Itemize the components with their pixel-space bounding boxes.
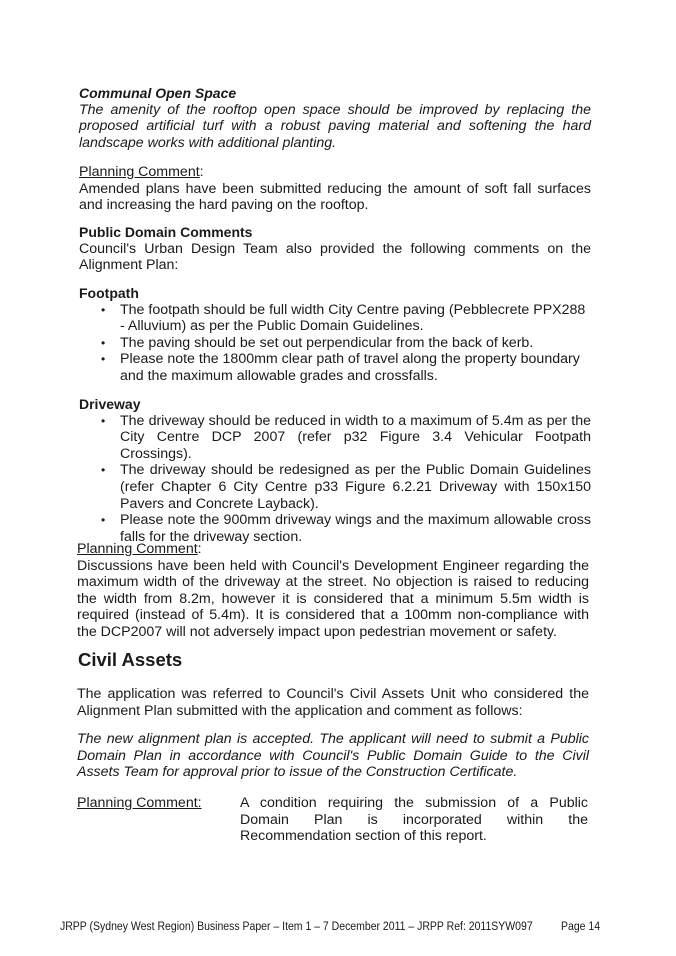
list-item: • The driveway should be reduced in width to a maximum of 5.4m as per the City Centre DCP 2007 (refer p32 Figure 3.4 Vehicular Footpath Crossings). bbox=[101, 412, 591, 462]
footer-reference: JRPP (Sydney West Region) Business Paper – Item 1 – 7 December 2011 – JRPP Ref: 2011SYW097 bbox=[60, 919, 533, 933]
public-domain-heading: Public Domain Comments bbox=[79, 224, 253, 240]
footpath-heading: Footpath bbox=[79, 285, 139, 301]
communal-section bbox=[79, 85, 591, 151]
planning-comment-1 bbox=[79, 164, 591, 214]
bullet-icon: • bbox=[101, 513, 106, 528]
footpath-section bbox=[79, 285, 591, 385]
driveway-list bbox=[79, 413, 591, 546]
civil-intro-text: The application was referred to Council's Civil Assets Unit who considered the Alignment Plan submitted with the application and comment as follows: bbox=[77, 686, 589, 719]
bullet-icon: • bbox=[101, 335, 106, 350]
list-item: • Please note the 900mm driveway wings and the maximum allowable cross falls for the driveway section. bbox=[101, 512, 591, 545]
planning-comment-2 bbox=[77, 541, 589, 641]
page-number: Page 14 bbox=[561, 919, 601, 933]
communal-heading: Communal Open Space bbox=[79, 85, 237, 101]
civil-quote bbox=[77, 731, 589, 781]
planning-comment-2-text: Discussions have been held with Council's Development Engineer regarding the maximum width of the driveway at the street. No objection is raised to reducing the width from 8.2m, however it is considered that a minimum 5.5m width is required (instead of 5.4m). It is considered that a 100mm non-compliance with the DCP2007 will not adversely impact upon pedestrian movement or safety. bbox=[77, 557, 589, 640]
civil-intro bbox=[77, 686, 589, 719]
civil-assets-heading: Civil Assets bbox=[78, 649, 183, 670]
bullet-icon: • bbox=[101, 352, 106, 367]
footpath-list bbox=[79, 302, 591, 385]
civil-planning-text: A condition requiring the submission of a Public Domain Plan is incorporated within the Recommendation section of this report. bbox=[240, 795, 588, 845]
planning-comment-1-text: Amended plans have been submitted reducing the amount of soft fall surfaces and increasing the hard paving on the rooftop. bbox=[79, 180, 591, 214]
list-item: • The footpath should be full width City Centre paving (Pebblecrete PPX288 - Alluvium) as per the Public Domain Guidelines. bbox=[101, 301, 586, 335]
list-item: • The paving should be set out perpendicular from the back of kerb. bbox=[101, 334, 534, 351]
communal-text: The amenity of the rooftop open space should be improved by replacing the proposed artificial turf with a robust paving material and softening the hard landscape works with additional planting. bbox=[79, 101, 591, 151]
driveway-section bbox=[79, 396, 591, 545]
list-item: • Please note the 1800mm clear path of travel along the property boundary and the maximum allowable grades and crossfalls. bbox=[101, 351, 580, 384]
civil-planning-label: Planning Comment: bbox=[77, 795, 202, 811]
public-domain-text: Council's Urban Design Team also provided the following comments on the Alignment Plan: bbox=[79, 240, 591, 274]
bullet-icon: • bbox=[101, 463, 106, 478]
bullet-icon: • bbox=[101, 302, 106, 317]
bullet-icon: • bbox=[101, 413, 106, 428]
public-domain-section bbox=[79, 224, 591, 274]
planning-comment-2-label: Planning Comment: bbox=[77, 541, 202, 557]
list-item: • The driveway should be redesigned as per the Public Domain Guidelines (refer Chapter 6 City Centre p33 Figure 6.2.21 Driveway with 150x150 Pavers and Concrete Layback). bbox=[101, 462, 591, 512]
planning-comment-1-label: Planning Comment: bbox=[79, 164, 204, 180]
driveway-heading: Driveway bbox=[79, 396, 141, 412]
civil-quote-text: The new alignment plan is accepted. The applicant will need to submit a Public Domain Plan in accordance with Council's Public Domain Guide to the Civil Assets Team for approval prior to issue of the Construction Certificate. bbox=[77, 731, 589, 781]
